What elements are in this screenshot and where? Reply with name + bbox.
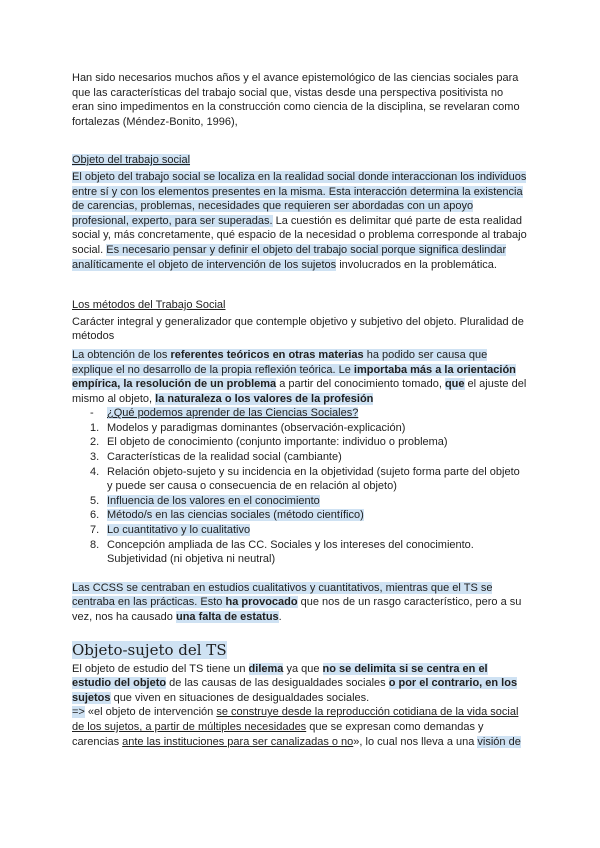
caracter-paragraph: Carácter integral y generalizador que contemple objetivo y subjetivo del objeto. Pluralidad de métodos — [72, 315, 524, 343]
intro-paragraph: Han sido necesarios muchos años y el avance epistemológico de las ciencias sociales para que las características del trabajo social que, vistas desde una perspectiva positivista no eran sino impedimentos en la construcción como ciencia de la disciplina, se revelaran como fortalezas (Méndez-Bonito, 1996), — [72, 72, 520, 128]
obtencion-paragraph: La obtención de los referentes teóricos en otras materias ha podido ser causa que explique el no desarrollo de la propia reflexión teórica. Le importaba más a la orientación empírica, la resolución de un problema a partir del conocimiento tomado, que el ajuste del mismo al objeto, la naturaleza o los valores de la profesión — [72, 348, 527, 405]
section-heading-metodos: Los métodos del Trabajo Social — [72, 299, 226, 312]
list-item: 6. Método/s en las ciencias sociales (método científico) — [90, 509, 364, 522]
section-heading-objeto: Objeto del trabajo social — [72, 154, 191, 167]
list-item: 5. Influencia de los valores en el conocimiento — [90, 494, 320, 507]
list-item: 2. El objeto de conocimiento (conjunto importante: individuo o problema) — [90, 436, 448, 449]
question-text: ¿Qué podemos aprender de las Ciencias Sociales? — [107, 407, 359, 420]
ccss-paragraph: Las CCSS se centraban en estudios cualitativos y cuantitativos, mientras que el TS se centraba en las prácticas. Esto ha provocado que nos de un rasgo característico, pero a su vez, nos ha causado una falta de estatus. — [72, 581, 522, 623]
quote-paragraph: => «el objeto de intervención se construye desde la reproducción cotidiana de la vida social de los sujetos, a partir de múltiples necesidades que se expresan como demandas y carencias ante las instituciones para ser canalizadas o no», lo cual nos lleva a una visión de — [72, 706, 521, 748]
list-item: 7. Lo cuantitativo y lo cualitativo — [90, 524, 251, 537]
section-heading-objeto-sujeto: Objeto-sujeto del TS — [72, 640, 227, 659]
list-item: 3. Características de la realidad social (cambiante) — [90, 451, 342, 464]
objeto-sujeto-paragraph: El objeto de estudio del TS tiene un dilema ya que no se delimita si se centra en el estudio del objeto de las causas de las desigualdades sociales o por el contrario, en los sujetos que viven en situaciones de desigualdades sociales. — [72, 662, 518, 704]
list-item: 1. Modelos y paradigmas dominantes (observación-explicación) — [90, 421, 406, 434]
objeto-paragraph: El objeto del trabajo social se localiza en la realidad social donde interaccionan los individuos entre sí y con los elementos presentes en la misma. Esta interacción determina la existencia de carencias, problemas, necesidades que requieren ser abordadas con un apoyo profesional, experto, para ser superadas. La cuestión es delimitar qué parte de esta realidad social y, más concretamente, qué espacio de la necesidad o problema corresponde al trabajo social. Es necesario pensar y definir el objeto del trabajo social porque significa deslindar analíticamente el objeto de intervención de los sujetos involucrados en la problemática. — [72, 170, 527, 271]
list-item: 4. Relación objeto-sujeto y su incidencia en la objetividad (sujeto forma parte del objeto y puede ser causa o consecuencia de en relación al objeto) — [90, 465, 520, 493]
list-item: 8. Concepción ampliada de las CC. Sociales y los intereses del conocimiento. Subjetividad (ni objetiva ni neutral) — [90, 538, 474, 566]
arrow-marker: => — [72, 706, 85, 719]
aprender-list — [72, 421, 528, 567]
document-body — [72, 71, 528, 749]
question-item: - ¿Qué podemos aprender de las Ciencias Sociales? — [90, 407, 359, 420]
